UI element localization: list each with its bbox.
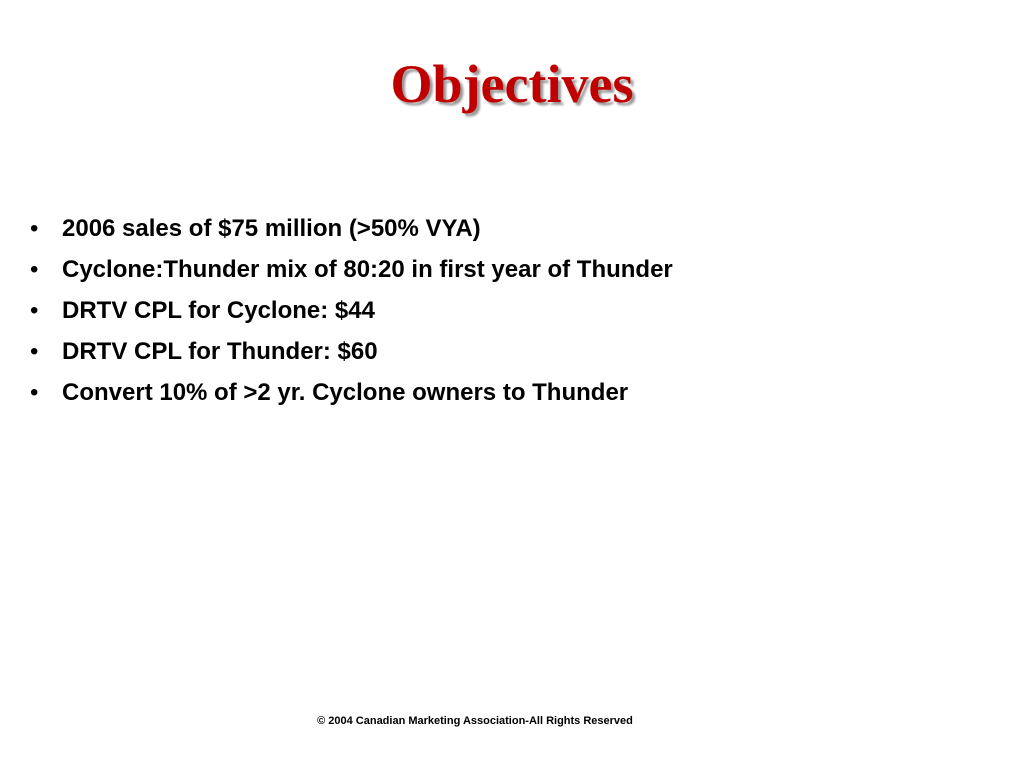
bullet-icon: • (30, 297, 39, 324)
slide-title: Objectives (390, 54, 634, 114)
bullet-icon: • (30, 338, 39, 365)
bullet-text: DRTV CPL for Thunder: $60 (62, 338, 378, 365)
bullet-text: Convert 10% of >2 yr. Cyclone owners to Thunder (62, 379, 629, 406)
bullet-text: 2006 sales of $75 million (>50% VYA) (62, 215, 481, 242)
bullet-icon: • (30, 379, 39, 406)
bullet-icon: • (30, 215, 39, 242)
bullet-text: DRTV CPL for Cyclone: $44 (62, 297, 375, 324)
bullet-icon: • (30, 256, 39, 283)
bullet-text: Cyclone:Thunder mix of 80:20 in first year of Thunder (62, 256, 673, 283)
copyright-footer: © 2004 Canadian Marketing Association-All Rights Reserved (317, 715, 633, 727)
